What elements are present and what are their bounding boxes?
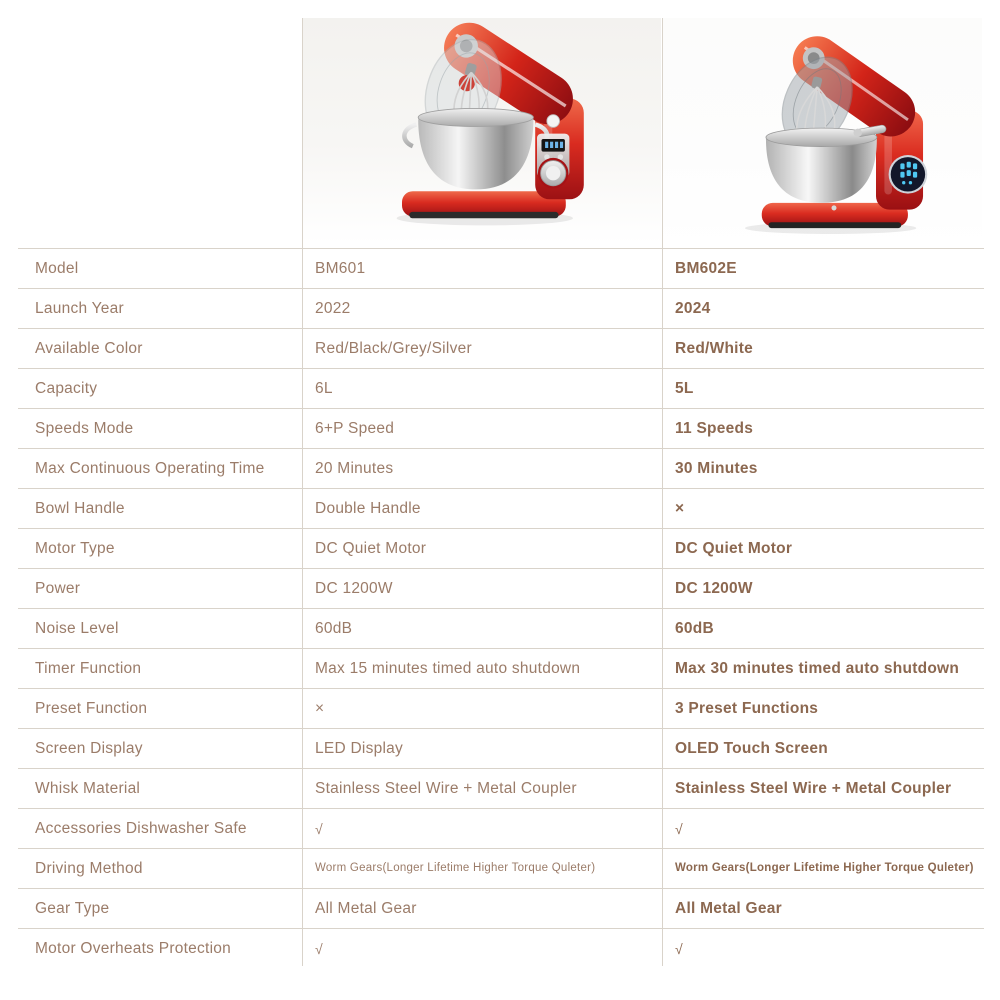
spec-value-bm601: 6+P Speed [315, 419, 395, 437]
spec-value-bm602e: BM602E [675, 259, 737, 277]
spec-label: Capacity [35, 379, 98, 397]
spec-value-bm602e: DC 1200W [675, 579, 753, 597]
table-row [18, 288, 984, 328]
table-row [18, 648, 984, 688]
spec-value-bm601: All Metal Gear [315, 899, 417, 917]
spec-value-bm601: DC Quiet Motor [315, 539, 427, 557]
spec-value-bm601: √ [315, 940, 323, 957]
spec-label: Power [35, 579, 81, 597]
spec-value-bm601: Stainless Steel Wire + Metal Coupler [315, 779, 577, 797]
table-row [18, 448, 984, 488]
spec-value-bm601: × [315, 699, 325, 717]
spec-value-bm602e: √ [675, 940, 683, 957]
spec-label: Preset Function [35, 699, 148, 717]
spec-label: Noise Level [35, 619, 119, 637]
spec-value-bm601: Worm Gears(Longer Lifetime Higher Torque Quleter) [315, 861, 596, 874]
stand-mixer-bm601-illustration [348, 12, 618, 230]
spec-value-bm602e: 30 Minutes [675, 459, 758, 477]
table-row [18, 528, 984, 568]
spec-label: Gear Type [35, 899, 110, 917]
spec-label: Model [35, 259, 79, 277]
spec-value-bm602e: 11 Speeds [675, 419, 754, 437]
spec-value-bm601: 20 Minutes [315, 459, 394, 477]
spec-value-bm602e: × [675, 499, 685, 517]
spec-label: Speeds Mode [35, 419, 134, 437]
spec-label: Timer Function [35, 659, 142, 677]
spec-label: Motor Type [35, 539, 115, 557]
table-row [18, 408, 984, 448]
spec-value-bm601: √ [315, 820, 323, 837]
spec-value-bm602e: 3 Preset Functions [675, 699, 819, 717]
spec-label: Motor Overheats Protection [35, 939, 232, 957]
table-row [18, 488, 984, 528]
spec-value-bm602e: 5L [675, 379, 694, 397]
spec-value-bm602e: 60dB [675, 619, 714, 637]
bm601-product-image [348, 12, 618, 230]
table-row [18, 848, 984, 888]
table-row [18, 248, 984, 288]
spec-value-bm602e: Max 30 minutes timed auto shutdown [675, 659, 960, 677]
table-row [18, 928, 984, 968]
spec-value-bm602e: 2024 [675, 299, 711, 317]
table-row [18, 728, 984, 768]
table-row [18, 568, 984, 608]
spec-label: Accessories Dishwasher Safe [35, 819, 247, 837]
bm602e-product-image [708, 32, 960, 236]
spec-value-bm601: Max 15 minutes timed auto shutdown [315, 659, 581, 677]
spec-value-bm601: 2022 [315, 299, 351, 317]
stand-mixer-bm602e-illustration [708, 32, 960, 236]
table-row [18, 328, 984, 368]
spec-label: Screen Display [35, 739, 143, 757]
spec-label: Max Continuous Operating Time [35, 459, 265, 477]
table-row [18, 808, 984, 848]
spec-value-bm601: 60dB [315, 619, 353, 637]
table-row [18, 768, 984, 808]
table-row [18, 608, 984, 648]
spec-value-bm601: Red/Black/Grey/Silver [315, 339, 472, 357]
spec-value-bm602e: √ [675, 820, 683, 837]
table-row [18, 688, 984, 728]
spec-value-bm601: BM601 [315, 259, 366, 277]
spec-label: Driving Method [35, 859, 143, 877]
table-row [18, 888, 984, 928]
spec-value-bm601: LED Display [315, 739, 404, 757]
spec-label: Available Color [35, 339, 143, 357]
spec-label: Whisk Material [35, 779, 141, 797]
spec-value-bm602e: Red/White [675, 339, 754, 357]
spec-label: Bowl Handle [35, 499, 125, 517]
spec-value-bm602e: Stainless Steel Wire + Metal Coupler [675, 779, 952, 797]
spec-value-bm602e: Worm Gears(Longer Lifetime Higher Torque Quleter) [675, 861, 974, 874]
spec-value-bm601: 6L [315, 379, 333, 397]
comparison-table [18, 248, 984, 968]
spec-value-bm602e: OLED Touch Screen [675, 739, 828, 757]
spec-value-bm602e: All Metal Gear [675, 899, 782, 917]
spec-value-bm601: Double Handle [315, 499, 421, 517]
table-row [18, 368, 984, 408]
spec-value-bm601: DC 1200W [315, 579, 393, 597]
spec-value-bm602e: DC Quiet Motor [675, 539, 793, 557]
spec-label: Launch Year [35, 299, 124, 317]
